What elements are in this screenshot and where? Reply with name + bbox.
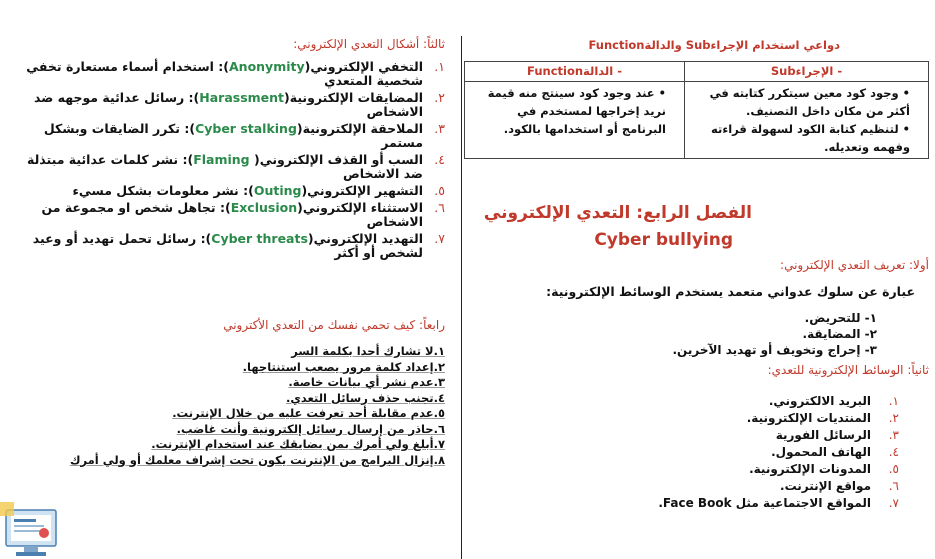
media-item-number: ٥.: [888, 462, 899, 476]
sub-items-list: [691, 84, 922, 156]
form-item-prefix: التهديد الإلكتروني(: [307, 231, 423, 246]
form-item-description: ): رسائل تحمل تهديد أو وعيد لشخص أو أكثر: [32, 231, 423, 260]
sub-function-table: [464, 61, 929, 159]
sub-item: • لتنظيم كتابة الكود لسهولة قراءته وفهمه وتعديله.: [691, 120, 910, 156]
form-item-description: ): نشر كلمات عدائية مبتذلة ضد الاشخاص: [27, 152, 423, 181]
column-divider: [461, 36, 462, 559]
form-item-prefix: التشهير الإلكتروني(: [301, 183, 423, 198]
function-cell: [465, 82, 685, 159]
form-item-number: ٤.: [434, 152, 445, 167]
form-item-description: ): تجاهل شخص او مجموعة من الاشخاص: [41, 200, 423, 229]
media-item-text: الرسائل الفورية: [775, 428, 871, 442]
media-item-text: الهاتف المحمول.: [771, 445, 871, 459]
media-item: [658, 427, 899, 444]
form-item: [7, 201, 445, 229]
media-item-number: ٢.: [888, 411, 899, 425]
form-item-description: ): رسائل عدائية موجهه ضد الاشخاص: [33, 90, 423, 119]
form-item-term: Exclusion: [230, 200, 298, 215]
media-item: [658, 393, 899, 410]
function-items-list: [471, 84, 678, 138]
media-item: [658, 444, 899, 461]
form-item-prefix: الملاحقة الإلكترونية(: [296, 121, 423, 136]
protect-item: ٨.إنزال البرامج من الإنترنت يكون تحت إشراف معلمك أو ولي أمرك: [69, 452, 445, 467]
form-item-description: ): تكرر الضايقات وبشكل مستمر: [43, 121, 423, 150]
protect-item: ٣.عدم نشر أي بيانات خاصة.: [288, 375, 445, 389]
function-header: - الدالةFunction: [465, 62, 685, 82]
chapter-title: الفصل الرابع: التعدي الإلكتروني: [483, 203, 752, 223]
form-item: [7, 232, 445, 260]
sub-header: - الإجراءSub: [685, 62, 929, 82]
form-item-number: ٣.: [434, 121, 445, 136]
form-item-term: Outing: [253, 183, 302, 198]
form-item: [7, 153, 445, 181]
form-item-description: ): استخدام أسماء مستعارة تخفي شخصية المتعدي: [26, 59, 423, 88]
form-item-term: Flaming: [193, 152, 250, 167]
form-item-prefix: الاستثناء الإلكتروني(: [297, 200, 423, 215]
media-item-number: ٧.: [888, 496, 899, 510]
media-item: [658, 478, 899, 495]
media-item-text: مواقع الإنترنت.: [780, 479, 871, 493]
protect-list: [25, 344, 445, 468]
definition-item: ٣- إحراج وتخويف أو تهديد الآخرين.: [672, 343, 877, 357]
media-item-text: المواقع الاجتماعية مثل Face Book.: [658, 496, 871, 510]
media-item-text: المنتديات الإلكترونية.: [746, 411, 871, 425]
media-item: [658, 495, 899, 512]
definition-title: أولا: تعريف التعدي الإلكتروني:: [780, 258, 929, 272]
media-item-number: ٦.: [888, 479, 899, 493]
chapter-subtitle: Cyber bullying: [594, 230, 733, 250]
forms-list: [7, 60, 445, 263]
forms-section-title: ثالثاً: أشكال التعدي الإلكتروني:: [293, 37, 445, 51]
protect-section-title: رابعاً: كيف تحمي نفسك من التعدي الأكتروني: [223, 318, 445, 332]
definition-list: [672, 310, 877, 358]
media-item-number: ١.: [888, 394, 899, 408]
definition-text: عبارة عن سلوك عدواني متعمد يستخدم الوسائط الإلكترونية:: [546, 284, 915, 299]
function-item: • عند وجود كود سينتج منه قيمة نريد إخراجها لمستخدم في البرنامج أو استخدامها بالكود.: [471, 84, 666, 138]
protect-item: ٧.أبلغ ولي أمرك بمن يضايقك عند استخدام الإنترنت.: [151, 437, 445, 451]
form-item-number: ٧.: [434, 231, 445, 246]
form-item-term: Anonymity: [229, 59, 305, 74]
protect-item: ٤.تجنب حذف رسائل التعدي.: [285, 390, 445, 405]
form-item-prefix: السب أو القذف الإلكتروني(: [249, 152, 423, 167]
media-item-text: المدونات الإلكترونية.: [749, 462, 871, 476]
media-section-title: ثانياً: الوسائط الإلكترونية للتعدي:: [767, 363, 929, 377]
media-item: [658, 461, 899, 478]
form-item-term: Harassment: [199, 90, 285, 105]
form-item-number: ٥.: [434, 183, 445, 198]
form-item: [7, 91, 445, 119]
form-item-term: Cyber threats: [211, 231, 308, 246]
form-item: [7, 184, 445, 198]
protect-item: ١.لا تشارك أحدا بكلمة السر: [291, 344, 445, 358]
definition-item: ١- للتحريض.: [804, 311, 877, 325]
protect-item: ٦.حاذر من إرسال رسائل إلكترونية وأنت غاضب.: [176, 421, 445, 436]
form-item-number: ٦.: [434, 200, 445, 215]
media-item: [658, 410, 899, 427]
computer-illustration-icon: [0, 500, 60, 559]
media-list: [658, 393, 899, 512]
form-item-number: ٢.: [434, 90, 445, 105]
form-item: [7, 122, 445, 150]
definition-item: ٢- المضايقة.: [802, 327, 877, 341]
form-item-description: ): نشر معلومات بشكل مسيء: [72, 183, 254, 198]
form-item-prefix: التخفي الإلكتروني(: [304, 59, 423, 74]
form-item-term: Cyber stalking: [195, 121, 297, 136]
media-item-number: ٤.: [888, 445, 899, 459]
sub-cell: [685, 82, 929, 159]
media-item-text: البريد الالكتروني.: [768, 394, 871, 408]
form-item-number: ١.: [434, 59, 445, 74]
protect-item: ٢.إعداد كلمة مرور يصعب استنتاجها.: [242, 359, 445, 374]
form-item-prefix: المضايقات الإلكترونية(: [284, 90, 423, 105]
protect-item: ٥.عدم مقابلة أحد تعرفت عليه من خلال الإنترنت.: [172, 406, 445, 420]
media-item-number: ٣.: [888, 428, 899, 442]
reasons-title: دواعي استخدام الإجراءSub والدالةFunction: [588, 38, 840, 52]
sub-item: • وجود كود معين سيتكرر كتابته في أكثر من مكان داخل التصنيف.: [691, 84, 910, 120]
form-item: [7, 60, 445, 88]
